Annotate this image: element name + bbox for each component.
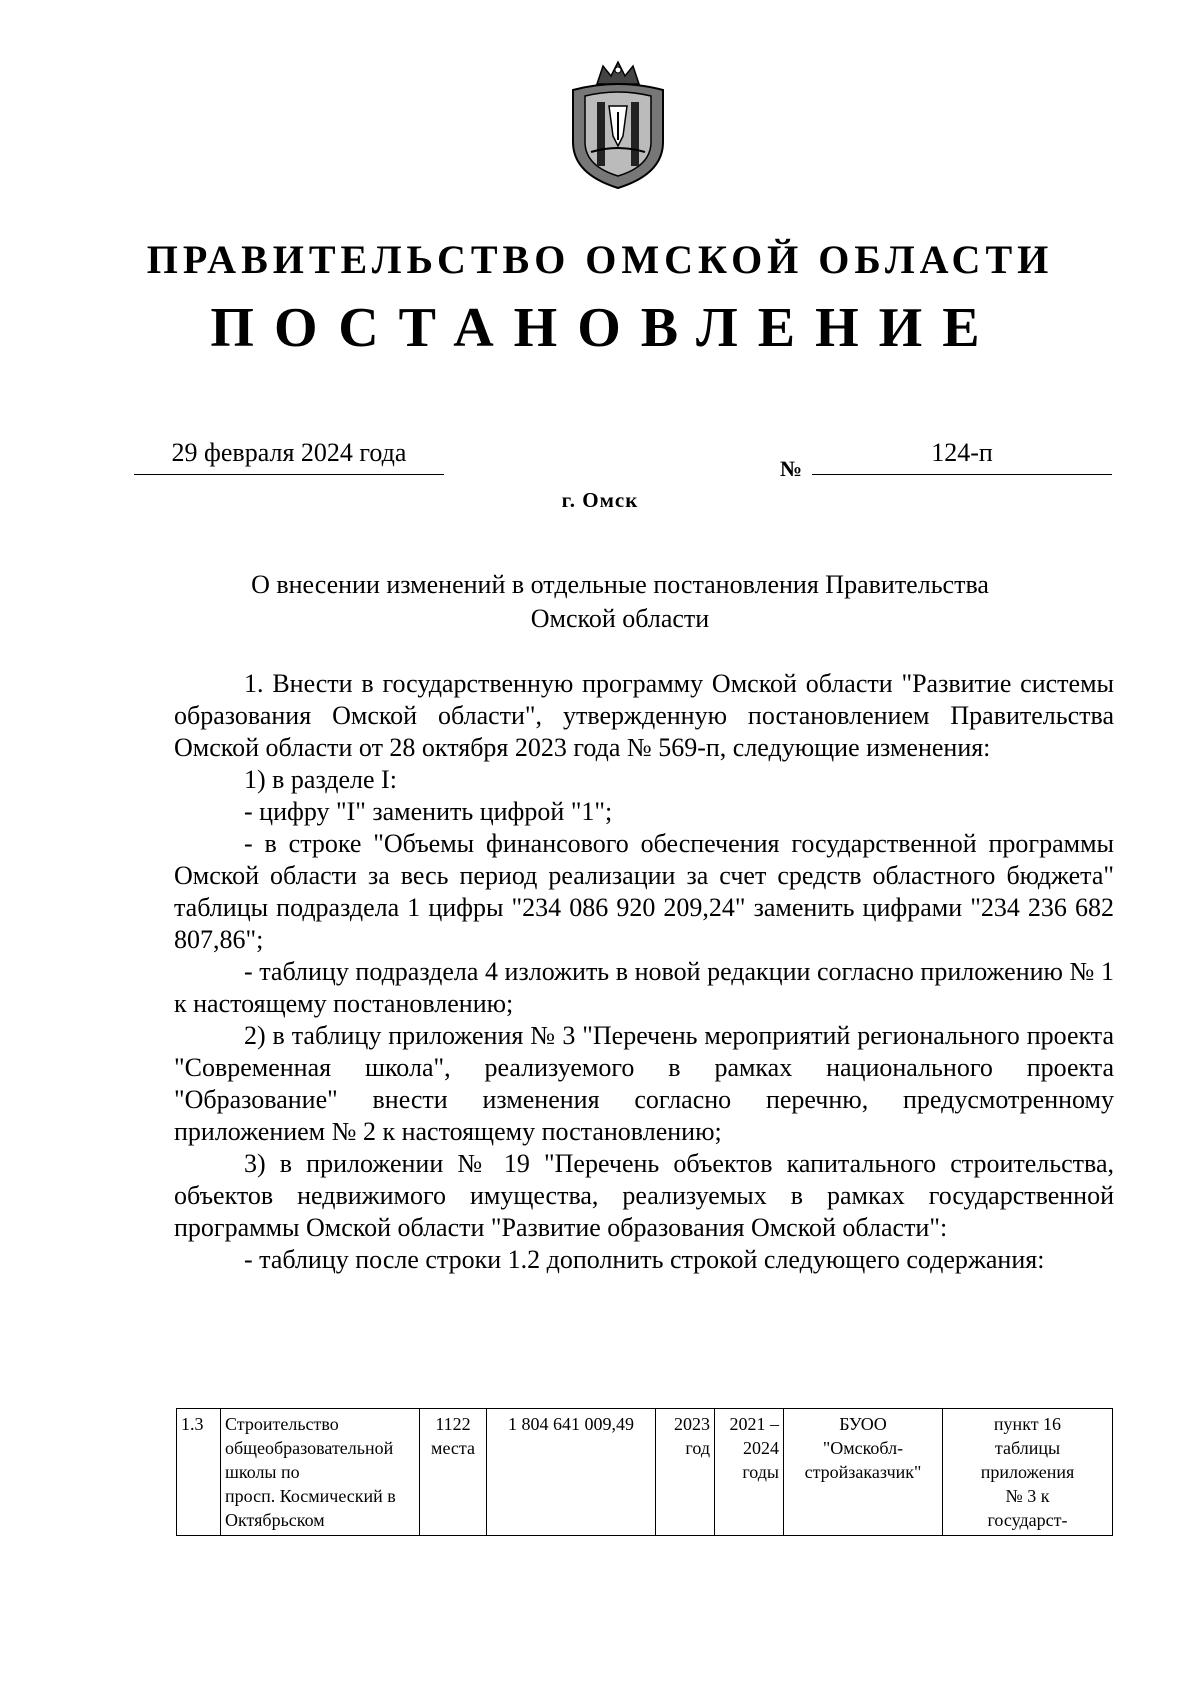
title-line: О внесении изменений в отдельные постановления Правительства — [251, 570, 989, 599]
number-underline — [812, 474, 1112, 475]
cell-line: просп. Космический в — [225, 1486, 396, 1506]
cell-line: Октябрьском — [225, 1510, 325, 1530]
row-number-cell — [177, 1409, 221, 1536]
cell-line: общеобразовательной — [225, 1438, 394, 1458]
customer-cell — [784, 1409, 943, 1536]
cell-line: № 3 к — [1005, 1486, 1050, 1506]
document-body — [174, 668, 1114, 1276]
title-line: Омской области — [530, 604, 710, 633]
paragraph: 2) в таблицу приложения № 3 "Перечень мероприятий регионального проекта "Современная школа", реализуемого в рамках национального проекта "Образование" внести изменения согласно перечню, предусмотренному приложением № 2 к настоящему постановлению; — [174, 1021, 1114, 1146]
paragraph: - в строке "Объемы финансового обеспечения государственной программы Омской области за весь период реализации за счет средств областного бюджета" таблицы подраздела 1 цифры "234 086 920 209,24" заменить цифрами "234 236 682 807,86"; — [174, 829, 1114, 954]
document-date: 29 февраля 2024 года — [171, 438, 407, 467]
government-name: ПРАВИТЕЛЬСТВО ОМСКОЙ ОБЛАСТИ — [146, 237, 1054, 282]
cell-line: 1122 — [435, 1414, 471, 1434]
cell-line: год — [685, 1438, 710, 1458]
cell-line: годы — [742, 1462, 779, 1482]
object-name-cell — [221, 1409, 420, 1536]
cell-line: 2023 — [674, 1414, 710, 1434]
document-number: 124-п — [931, 438, 993, 467]
cell-line: государст- — [987, 1510, 1068, 1530]
paragraph: 1) в разделе I: — [244, 765, 397, 794]
document-type: ПОСТАНОВЛЕНИЕ — [210, 297, 1000, 359]
cell-line: Строительство — [225, 1414, 339, 1434]
period-cell — [715, 1409, 784, 1536]
paragraph: - таблицу после строки 1.2 дополнить строкой следующего содержания: — [244, 1245, 1045, 1274]
cell-line: таблицы — [994, 1438, 1061, 1458]
cost-cell — [487, 1409, 656, 1536]
omsk-coat-of-arms-icon — [563, 56, 673, 192]
city: г. Омск — [561, 488, 639, 512]
cell-line: приложения — [980, 1462, 1075, 1482]
year-cell — [656, 1409, 715, 1536]
document-title — [160, 568, 1080, 636]
cost-value: 1 804 641 009,49 — [508, 1414, 634, 1434]
cell-line: БУОО — [839, 1414, 887, 1434]
cell-line: места — [431, 1438, 475, 1458]
cell-line: "Омскобл- — [822, 1438, 904, 1458]
number-label: № — [780, 456, 803, 481]
row-number: 1.3 — [181, 1414, 204, 1434]
cell-line: 2024 — [743, 1438, 779, 1458]
paragraph: 3) в приложении № 19 "Перечень объектов капитального строительства, объектов недвижимого имущества, реализуемых в рамках государственной программы Омской области "Развитие образования Омской области": — [174, 1149, 1114, 1242]
capacity-cell — [420, 1409, 487, 1536]
cell-line: школы по — [225, 1462, 300, 1482]
cell-line: стройзаказчик" — [804, 1462, 922, 1482]
paragraph: - таблицу подраздела 4 изложить в новой редакции согласно приложению № 1 к настоящему постановлению; — [174, 957, 1114, 1018]
paragraph: - цифру "I" заменить цифрой "1"; — [244, 797, 613, 826]
paragraph: 1. Внести в государственную программу Омской области "Развитие системы образования Омской области", утвержденную постановлением Правительства Омской области от 28 октября 2023 года № 569-п, следующие изменения: — [174, 669, 1114, 762]
reference-cell — [943, 1409, 1113, 1536]
capital-objects-table — [176, 1408, 1113, 1536]
cell-line: пункт 16 — [993, 1414, 1062, 1434]
date-underline — [134, 474, 444, 475]
cell-line: 2021 – — [729, 1414, 779, 1434]
table-row — [177, 1409, 1113, 1536]
